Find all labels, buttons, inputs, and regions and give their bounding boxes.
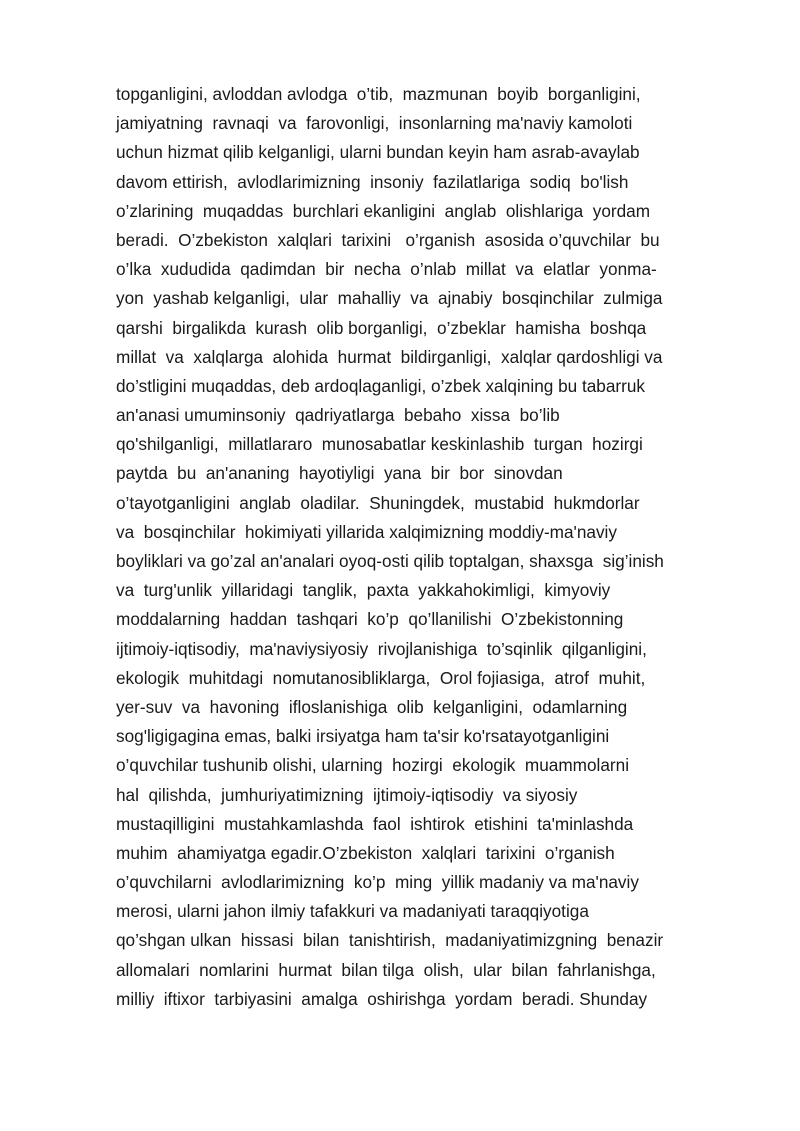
text-line: ekologik muhitdagi nomutanosibliklarga, Orol fojiasiga, atrof muhit, [116, 667, 646, 688]
text-line: o’tayotganligini anglab oladilar. Shuningdek, mustabid hukmdorlar [116, 492, 640, 513]
text-line: jamiyatning ravnaqi va farovonligi, insonlarning ma'naviy kamoloti [116, 113, 633, 134]
text-line: o’quvchilarni avlodlarimizning ko’p ming yillik madaniy va ma'naviy [116, 872, 639, 893]
text-line: qo'shilganligi, millatlararo munosabatlar keskinlashib turgan hozirgi [116, 434, 643, 455]
text-line: o’quvchilar tushunib olishi, ularning hozirgi ekologik muammolarni [116, 755, 630, 776]
text-line: boyliklari va go’zal an'analari oyoq-osti qilib toptalgan, shaxsga sig’inish [116, 551, 664, 571]
text-line: sog'ligigagina emas, balki irsiyatga ham ta'sir ko'rsatayotganligini [116, 726, 610, 747]
text-line: qarshi birgalikda kurash olib borganligi, o’zbeklar hamisha boshqa [116, 317, 647, 338]
text-line: muhim ahamiyatga egadir.O’zbekiston xalqlari tarixini o’rganish [116, 842, 615, 863]
text-line: hal qilishda, jumhuriyatimizning ijtimoiy-iqtisodiy va siyosiy [116, 784, 578, 805]
text-line: yer-suv va havoning ifloslanishiga olib kelganligini, odamlarning [116, 696, 628, 717]
text-line: qo’shgan ulkan hissasi bilan tanishtirish, madaniyatimizgning benazir [116, 930, 664, 951]
text-line: millat va xalqlarga alohida hurmat bildirganligi, xalqlar qardoshligi va [116, 346, 663, 367]
text-line: an'anasi umuminsoniy qadriyatlarga bebaho xissa bo’lib [116, 405, 560, 426]
text-line: va turg'unlik yillaridagi tanglik, paxta yakkahokimligi, kimyoviy [116, 580, 611, 601]
text-line: o’zlarining muqaddas burchlari ekanligini anglab olishlariga yordam [116, 200, 651, 221]
text-line: beradi. O’zbekiston xalqlari tarixini o’rganish asosida o’quvchilar bu [116, 229, 660, 250]
text-line: davom ettirish, avlodlarimizning insoniy fazilatlariga sodiq bo'lish [116, 171, 629, 192]
text-line: o’lka xududida qadimdan bir necha o’nlab millat va elatlar yonma- [116, 259, 657, 280]
text-line: ijtimoiy-iqtisodiy, ma'naviysiyosiy rivojlanishiga to’sqinlik qilganligini, [116, 638, 647, 659]
text-line: topganligini, avloddan avlodga o’tib, mazmunan boyib borganligini, [116, 84, 641, 104]
text-line: moddalarning haddan tashqari ko’p qo’llanilishi O’zbekistonning [116, 609, 624, 630]
text-line: do’stligini muqaddas, deb ardoqlaganligi, o’zbek xalqining bu tabarruk [116, 375, 646, 396]
text-line: milliy iftixor tarbiyasini amalga oshirishga yordam beradi. Shunday [116, 988, 648, 1009]
text-line: yon yashab kelganligi, ular mahalliy va ajnabiy bosqinchilar zulmiga [116, 288, 663, 309]
body-text [116, 80, 756, 1014]
text-line: uchun hizmat qilib kelganligi, ularni bundan keyin ham asrab-avaylab [116, 142, 640, 163]
text-line: mustaqilligini mustahkamlashda faol ishtirok etishini ta'minlashda [116, 813, 634, 834]
text-line: paytda bu an'ananing hayotiyligi yana bir bor sinovdan [116, 463, 563, 484]
text-line: va bosqinchilar hokimiyati yillarida xalqimizning moddiy-ma'naviy [116, 521, 617, 542]
text-line: allomalari nomlarini hurmat bilan tilga olish, ular bilan fahrlanishga, [116, 959, 656, 980]
text-line: merosi, ularni jahon ilmiy tafakkuri va madaniyati taraqqiyotiga [116, 901, 589, 922]
